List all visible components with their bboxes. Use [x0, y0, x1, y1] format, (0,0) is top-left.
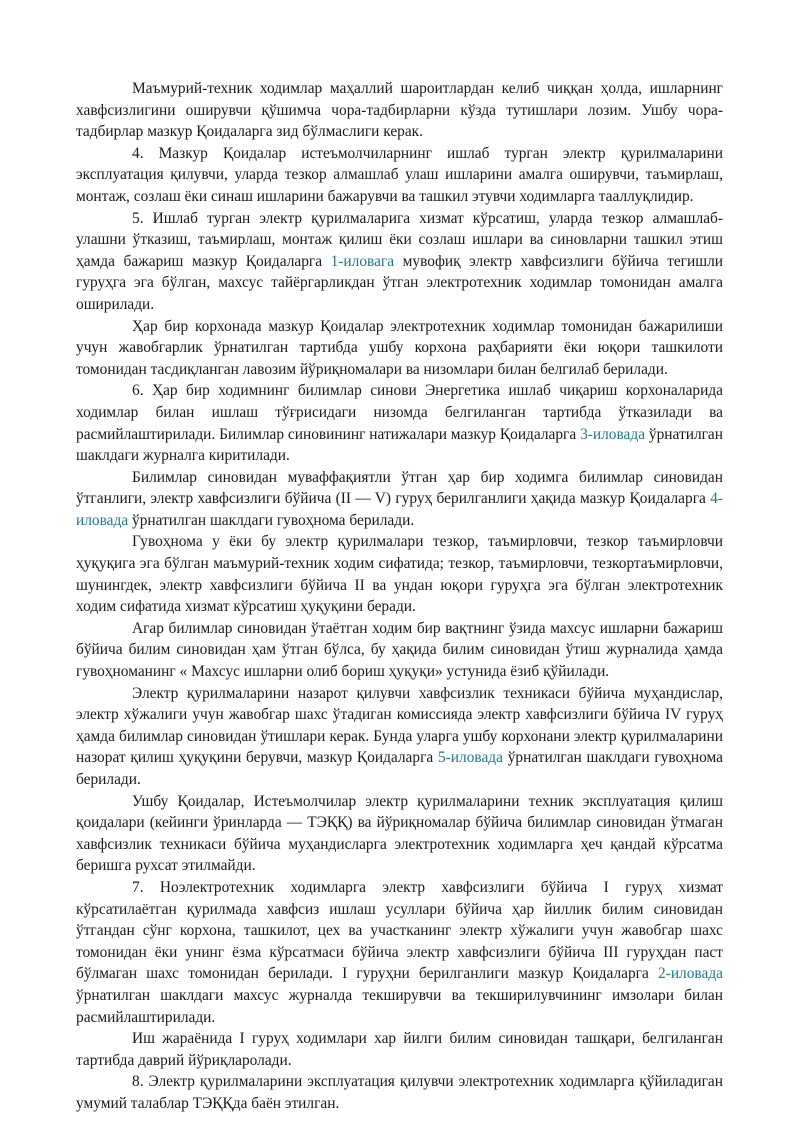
paragraph: [76, 618, 723, 683]
paragraph-text: Ҳар бир корхонада мазкур Қоидалар электротехник ходимлар томонидан бажарилиши учун жавобгарлик ўрнатилган тартибда ушбу корхона раҳбарияти ёки юқори ташкилоти томонидан тасдиқланган лавозим йўриқномалари ва низомлари билан белгилаб берилади.: [76, 317, 723, 378]
paragraph-text: 5. Ишлаб турган электр қурилмаларига хизмат кўрсатиш, уларда тезкор алмашлаб-улашни ўтказиш, таъмирлаш, монтаж қилиш ёки созлаш ишлари ва синовларни ташкил этиш ҳамда бажариш мазкур Қоидаларга: [76, 209, 723, 270]
paragraph-text: Гувоҳнома у ёки бу электр қурилмалари тезкор, таъмирловчи, тезкор таъмирловчи ҳуқуқига эга бўлган маъмурий-техник ходим сифатида; тезкор, таъмирловчи, тезкортаъмирловчи, шунингдек, электр хавфсизлиги бўйича II ва ундан юқори гуруҳга эга бўлган электротехник ходим сифатида хизмат кўрсатиш ҳуқуқини беради.: [76, 533, 723, 616]
paragraph-text: 4. Мазкур Қоидалар истеъмолчиларнинг ишлаб турган электр қурилмаларини эксплуатация қилувчи, уларда тезкор алмашлаб улаш ишларини амалга оширувчи, таъмирлаш, монтаж, созлаш ёки синаш ишларини бажарувчи ва ташкил этувчи ходимларга тааллуқлидир.: [76, 144, 723, 205]
paragraph-text: Иш жараёнида I гуруҳ ходимлари хар йилги билим синовидан ташқари, белгиланган тартибда даврий йўриқларолади.: [76, 1030, 723, 1069]
paragraph-text: мувофиқ электр хавфсизлиги бўйича тегишли гуруҳга эга бўлган, махсус тайёргарликдан ўтган электротехник ходимлар томонидан амалга оширилади.: [76, 252, 723, 313]
paragraph: [76, 467, 723, 532]
appendix-link[interactable]: 3-иловада: [580, 425, 646, 443]
appendix-link[interactable]: 2-иловада: [658, 965, 723, 983]
paragraph-text: Электр қурилмаларини назарот қилувчи хавфсизлик техникаси бўйича муҳандислар, электр хўжалиги учун жавобгар шахс ўтадиган комиссияда электр хавфсизлиги бўйича IV гуруҳ ҳамда билимлар синовидан ўтишлари керак. Бунда уларга ушбу корхонани электр қурилмаларини назорат қилиш ҳуқуқини берувчи, мазкур Қоидаларга: [76, 684, 723, 767]
paragraph-text: Агар билимлар синовидан ўтаётган ходим бир вақтнинг ўзида махсус ишларни бажариш бўйича билим синовидан ҳам ўтган бўлса, бу ҳақида билим синовидан ўтиш журналида ҳамда гувоҳноманинг « Махсус ишларни олиб бориш ҳуқуқи» устунида ёзиб қўйилади.: [76, 619, 723, 681]
paragraph: [76, 531, 723, 617]
paragraph-text: ўрнатилган шаклдаги махсус журналда текширувчи ва текширилувчининг имзолари билан расмийлаштирилади.: [76, 986, 723, 1026]
paragraph: [76, 208, 723, 316]
paragraph: [76, 78, 723, 143]
paragraph: [76, 380, 723, 466]
paragraph-text: 7. Ноэлектротехник ходимларга электр хавфсизлиги бўйича I гуруҳ хизмат кўрсатилаётган қурилмада хавфсиз ишлаш усуллари бўйича ҳар йиллик билим синовидан ўтгандан сўнг корхона, ташкилот, цех ва участканинг электр хўжалиги учун жавобгар шахс томонидан ёки унинг ёзма кўрсатмаси бўйича электр хавфсизлиги бўйича III гуруҳдан паст бўлмаган шахс томонидан берилади. I гуруҳни берилганлиги мазкур Қоидаларга: [76, 878, 723, 983]
paragraph-text: Ушбу Қоидалар, Истеъмолчилар электр қурилмаларини техник эксплуатация қилиш қоидалари (кейинги ўринларда — ТЭҚҚ) ва йўриқномалар бўйича билимлар синовидан ўтмаган хавфсизлик техникаси бўйича муҳандисларга электротехник ходимларга ҳеч қандай кўрсатма беришга рухсат этилмайди.: [76, 792, 723, 875]
paragraph-text: Маъмурий-техник ходимлар маҳаллий шароитлардан келиб чиққан ҳолда, ишларнинг хавфсизлигини оширувчи қўшимча чора-тадбирларни кўзда тутишлари лозим. Ушбу чора-тадбирлар мазкур Қоидаларга зид бўлмаслиги керак.: [76, 80, 723, 141]
paragraph: [76, 143, 723, 208]
paragraph: [76, 877, 723, 1028]
paragraph-text: ўрнатилган шаклдаги гувоҳнома берилади.: [76, 749, 723, 788]
paragraph: [76, 683, 723, 791]
paragraph: [76, 1071, 723, 1114]
paragraph-text: 8. Электр қурилмаларини эксплуатация қилувчи электротехник ходимларга қўйиладиган умумий талаблар ТЭҚҚда баён этилган.: [76, 1073, 723, 1112]
appendix-link[interactable]: 5-иловада: [437, 749, 503, 767]
appendix-link[interactable]: 1-иловага: [330, 252, 395, 270]
paragraph-text: ўрнатилган шаклдаги журналга киритилади.: [76, 425, 723, 465]
paragraph: [76, 1028, 723, 1071]
document-body: [76, 78, 723, 1115]
paragraph-text: ўрнатилган шаклдаги гувоҳнома берилади.: [128, 511, 415, 529]
paragraph: [76, 316, 723, 381]
paragraph: [76, 791, 723, 877]
paragraph-text: Билимлар синовидан муваффақиятли ўтган ҳар бир ходимга билимлар синовидан ўтганлиги, электр хавфсизлиги бўйича (II — V) гуруҳ берилганлиги ҳақида мазкур Қоидаларга: [76, 468, 723, 508]
appendix-link[interactable]: 4-иловада: [76, 490, 723, 529]
paragraph-text: 6. Ҳар бир ходимнинг билимлар синови Энергетика ишлаб чиқариш корхоналарида ходимлар билан ишлаш тўғрисидаги низомда белгиланган тартибда ўтказилади ва расмийлаштирилади. Билимлар синовининг натижалари мазкур Қоидаларга: [76, 382, 723, 443]
